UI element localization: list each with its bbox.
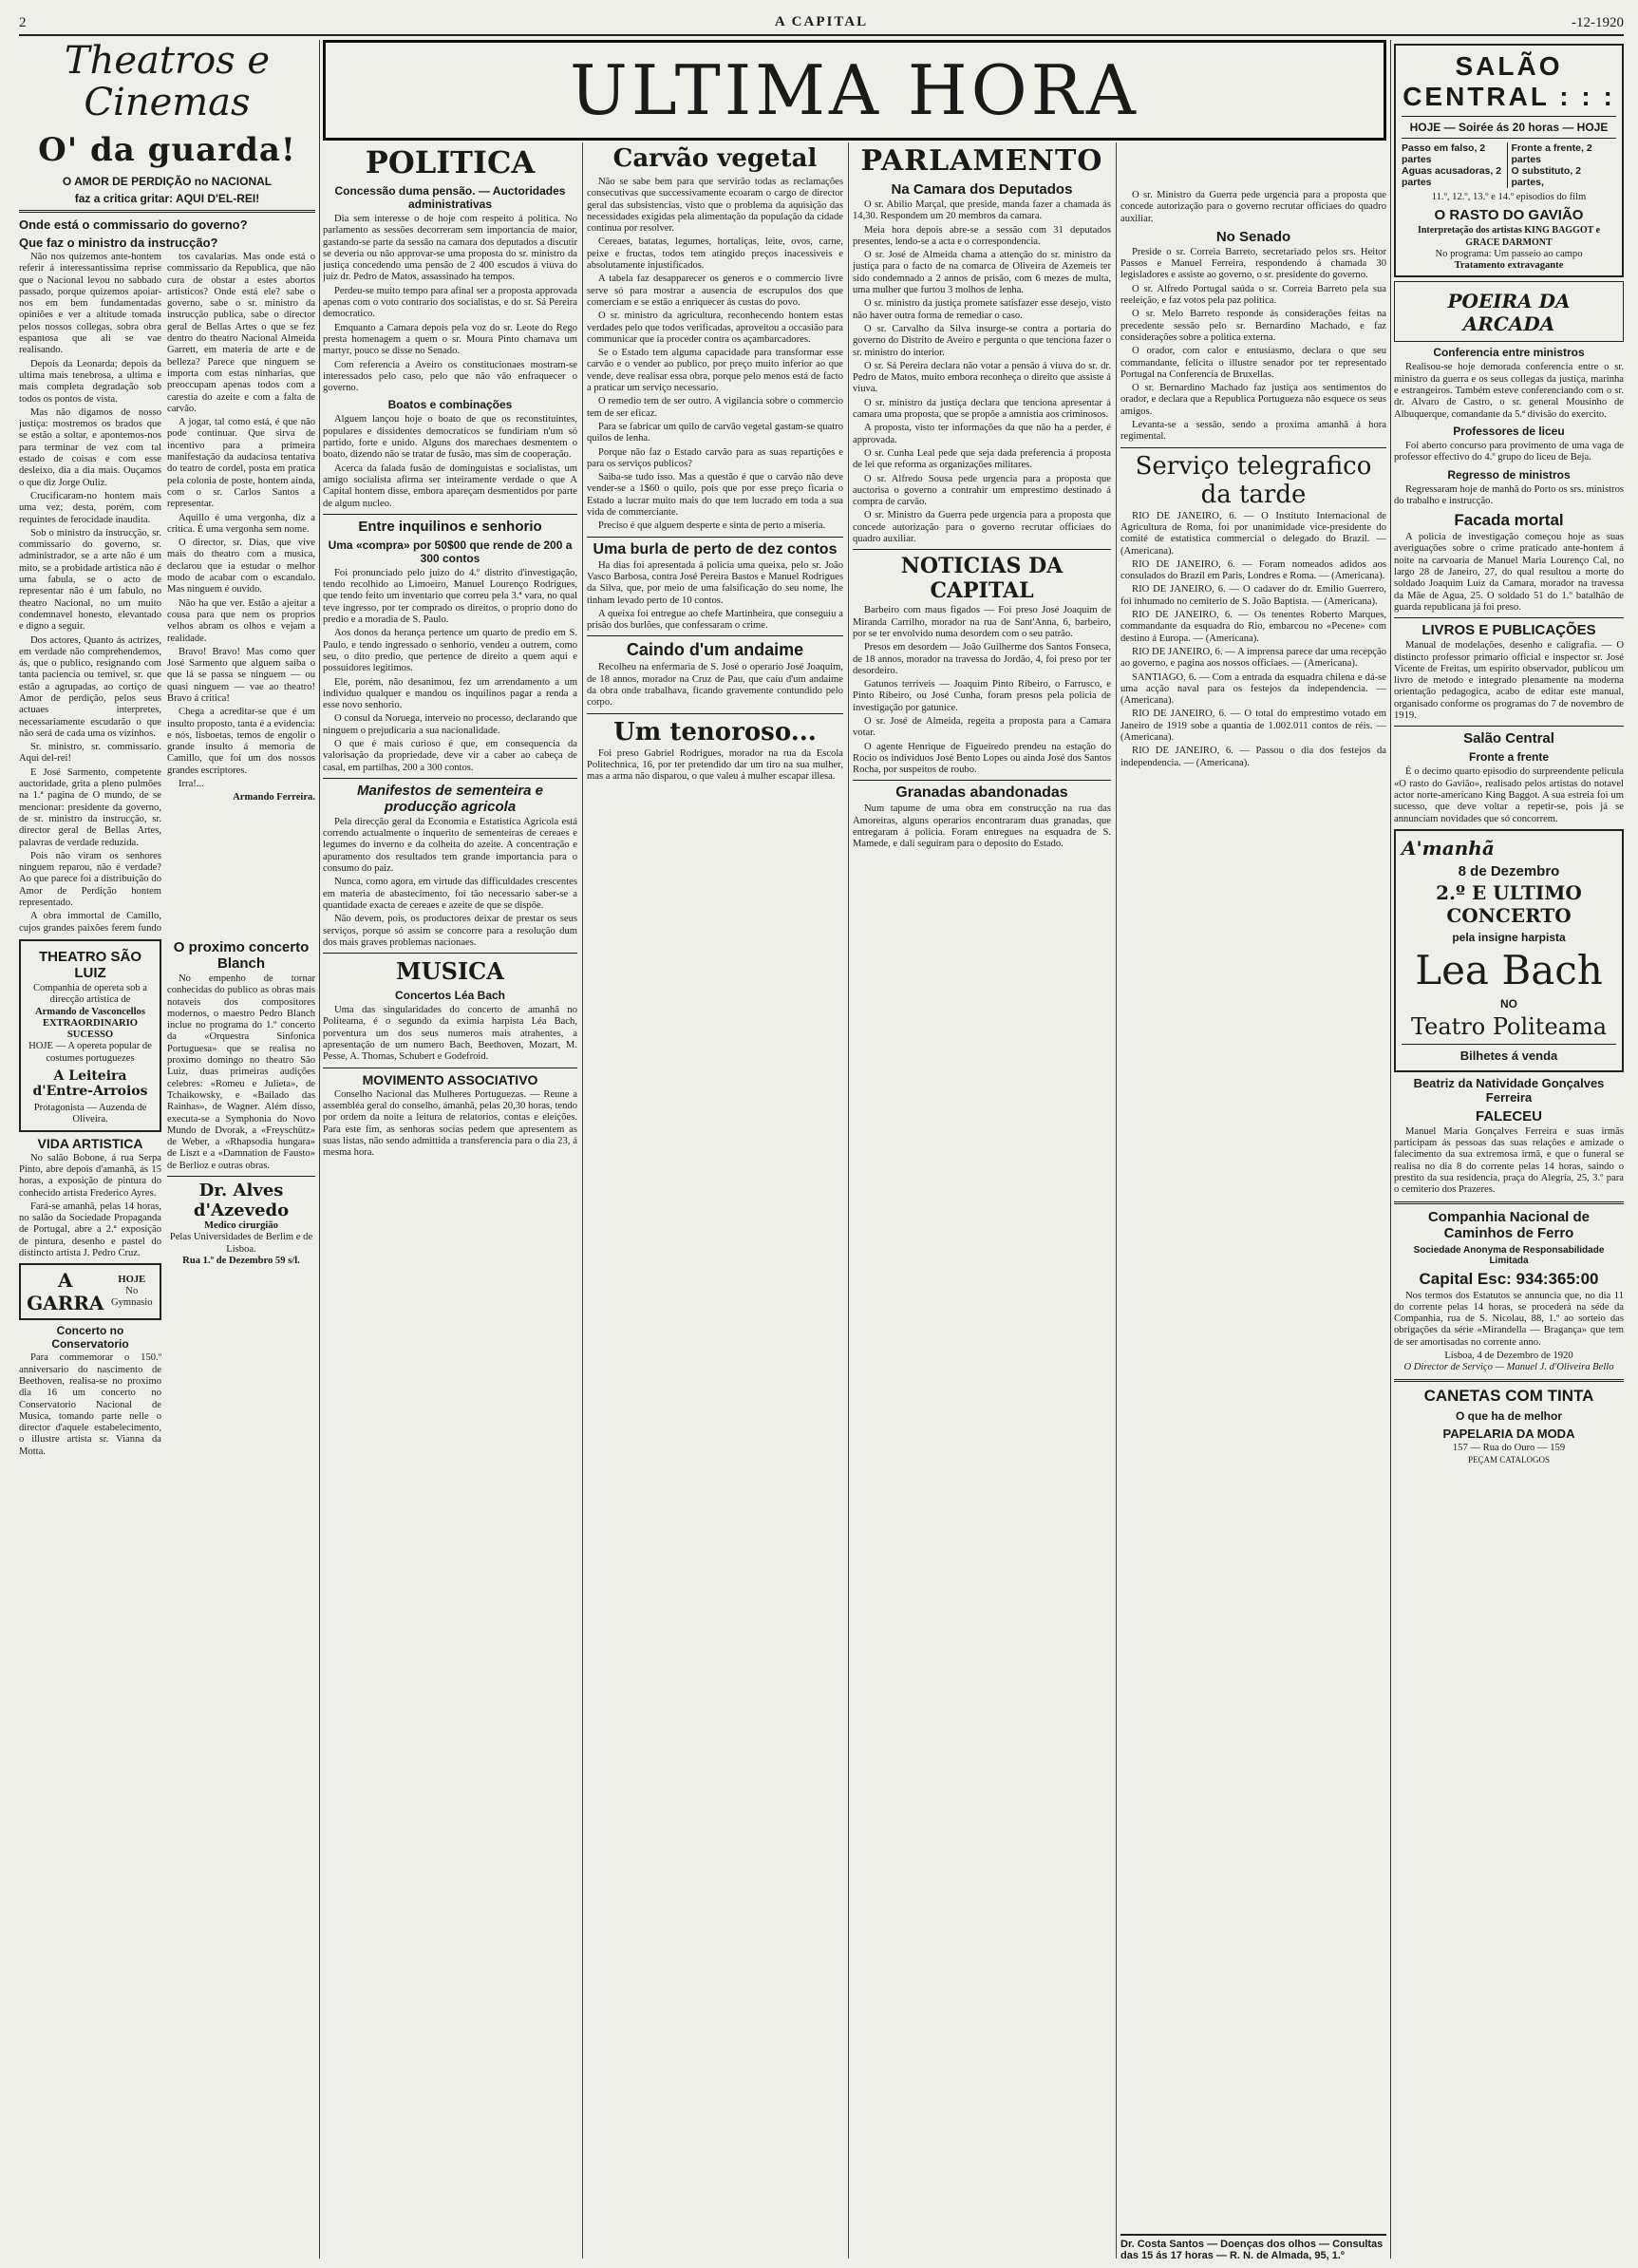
ad-garra	[19, 1263, 161, 1320]
para: Pois não viram os senhores ninguem reparou, não é verdade? Ao que parece foi a distribuição do Amor de Perdição hontem representado.	[19, 850, 161, 909]
para: RIO DE JANEIRO, 6. — O Instituto Internacional de Agricultura de Roma, foi por unanimidade vice-presidente do comité de estatistica commercial o delegado do Brazil. — (Americana).	[1120, 510, 1386, 557]
question-1: Onde está o commissario do governo?	[19, 217, 248, 232]
salao-marks: : : :	[1559, 82, 1615, 111]
divider	[323, 514, 577, 515]
para: Para commemorar o 150.º anniversario do nascimento de Beethoven, realisa-se no proximo dia 16 um concerto no Conservatorio Nacional de Musica, tomando parte nelle o director d'aquele estabelecimento, o illustre artista sr. Vianna da Motta.	[19, 1352, 161, 1457]
divider	[1120, 447, 1386, 448]
para: Se o Estado tem alguma capacidade para transformar esse carvão e o vender ao publico, por preço muito inferior ao que vende, deve realisar essa obra, porque pelo menos está de facto a praticar um serviço necessario.	[587, 348, 843, 394]
subhead-critica: faz a critica gritar: AQUI D'EL-REI!	[74, 192, 260, 205]
ad-sao-luiz	[19, 939, 161, 1132]
manifestos-body	[323, 817, 577, 949]
caindo-body	[587, 662, 843, 709]
ad-show: A Leiteira d'Entre-Arroios	[32, 1068, 148, 1100]
garra-title: A GARRA	[27, 1269, 104, 1315]
salao-right	[1507, 142, 1617, 188]
column-rule	[848, 142, 849, 2259]
para: O que é mais curioso é que, em consequencia da valorisação da propriedade, deve vir a caber ao cabeça de casal, em partilhas, 200 a 300 contos.	[323, 738, 577, 773]
para: Fará-se amanhã, pelas 14 horas, no salão da Sociedade Propaganda de Portugal, abre a 2.ª exposição de pintura, desenho e pastel do distincto artista J. Pedro Cruz.	[19, 1200, 161, 1259]
divider	[1394, 726, 1624, 727]
servico-body	[1120, 511, 1386, 769]
salao-hoje: HOJE — Soirée ás 20 horas — HOJE	[1409, 121, 1609, 134]
parlamento-sub: Na Camara dos Deputados	[891, 181, 1073, 198]
page-number: 2	[19, 15, 27, 30]
amanha-name: Lea Bach	[1415, 946, 1603, 993]
para: RIO DE JANEIRO, 6. — O cadaver do dr. Emilio Guerrero, foi inhumado no cemiterio de S. João Baptista. — (Americana).	[1120, 584, 1386, 607]
divider	[167, 1176, 315, 1177]
para: Foi aberto concurso para provimento de uma vaga de professor effectivo do 4.º grupo do liceu de Beja.	[1394, 440, 1624, 463]
para: Porque não faz o Estado carvão para as suas repartições e para os serviços publicos?	[587, 446, 843, 469]
salao-name: SALÃO CENTRAL	[1403, 51, 1563, 111]
divider	[1402, 1044, 1616, 1045]
para: Chega a acreditar-se que é um insulto proposto, tanta é a evidencia: e nós, lisboetas, temos de engolir o grande insulto á memoria de Camillo, que foi um dos nossos grandes escriptores.	[167, 707, 315, 776]
salao-line: Passo em falso, 2 partes	[1402, 142, 1486, 165]
inquilinos-sub: Uma «compra» por 50$00 que rende de 200 a 300 contos	[328, 538, 573, 565]
para: Ha dias foi apresentada á policia uma queixa, pelo sr. João Vasco Barbosa, contra José Pereira Bastos e Manuel Rodrigues da Silva, que, por meio de uma falsificação do seu nome, lhe tinham levado perto de 10 contos.	[587, 559, 843, 606]
ad-line: EXTRAORDINARIO SUCESSO	[42, 1017, 139, 1041]
manifestos-title: Manifestos de sementeira e producção agricola	[357, 782, 543, 815]
companhia-title: Companhia Nacional de Caminhos de Ferro	[1427, 1208, 1591, 1241]
para: Não nos quizemos ante-hontem referir á interessantissima reprise que o Nacional levou no sabbado passado, porque quizemos apoiar-nos em bem fundamentadas opiniões e ver a altitude tomada pelos nossos collegas, sobra obra espantosa que ali se vae realisando.	[19, 252, 161, 356]
burla-body	[587, 560, 843, 633]
salao-episodes: 11.º, 12.º, 13.º e 14.º episodios do film	[1431, 192, 1587, 202]
date: -12-1920	[1572, 15, 1624, 30]
carvao-column	[587, 142, 843, 2259]
para: Aos donos da herança pertence um quarto de predio em S. Paulo, e tendo ingressado o senhorio, vendeu a outrem, como seu, o dito predio, que pertence de direito a quem aqui e possuidores legitimos.	[323, 628, 577, 674]
divider	[1394, 617, 1624, 618]
para: Para se fabricar um quilo de carvão vegetal gastam-se quatro quilos de lenha.	[587, 421, 843, 444]
politica-title: POLITICA	[365, 144, 536, 180]
vida-body	[19, 1153, 161, 1260]
movimento-body	[323, 1089, 577, 1160]
column-rule	[319, 40, 320, 2259]
musica-body	[323, 1005, 577, 1063]
professores-title: Professores de liceu	[1453, 424, 1565, 438]
regresso-body	[1394, 484, 1624, 508]
beatriz-faleceu: FALECEU	[1475, 1107, 1542, 1125]
para: Ele, porém, não desanimou, fez um arrendamento a um individuo qualquer e mandou os inquilinos pagar a renda a esse novo senhorio.	[323, 676, 577, 711]
carvao-title: Carvão vegetal	[612, 144, 818, 173]
para: tos cavalarias. Mas onde está o commissario da Republica, que não cura de obstar a estes abortos artisticos? Onde está ele? sabe o governo, sabe o sr. ministro da instrucção publica, sabe o director geral de Bellas Artes o que se fez dentro do theatro Nacional Almeida Garrett, em materia de arte e de belleza? Parece que ninguem se importa com estas ninharias, que preoccupam apenas todos com a carestia do azeite e com a falta de carvão.	[167, 252, 315, 414]
divider	[587, 635, 843, 636]
para: A proposta, visto ter informações da que não ha a perder, é approvada.	[853, 423, 1111, 445]
theatros-title: Theatros e Cinemas	[64, 40, 271, 124]
para: Sr. ministro, sr. commissario. Aqui del-rei!	[19, 742, 161, 765]
para: Manual de modelações, desenho e caligrafia. — O distincto professor primario official e inspector sr. José Vicente de Freitas, um espirito observador, publicou um livro de metodo e integrado plenamente na moderna orientação pedagogica, acabo de editar este manual, organisado conforme os programas do 7 de novembro de 1919.	[1394, 640, 1624, 722]
amanha-date: 8 de Dezembro	[1458, 862, 1560, 879]
para: Nunca, como agora, em virtude das difficuldades crescentes em materia de abastecimento, foi tão necessario saber-se a quantidade exacta de cereaes e azeite de que se dispõe.	[323, 877, 577, 911]
col-right	[1394, 40, 1624, 2259]
running-head	[19, 13, 1624, 36]
headline-oguarda: O' da guarda!	[38, 131, 296, 169]
regresso-title: Regresso de ministros	[1447, 467, 1571, 482]
para: Não devem, pois, os productores deixar de prestar os seus serviços, porque só assim se concorre para a resolução dum dos mais graves problemas nacionaes.	[323, 914, 577, 948]
para: Nos termos dos Estatutos se annuncia que, no dia 11 do corrente pelas 14 horas, se procederá na séde da Companhia, rua de S. Nicolau, 88, 1.º ao sorteio das obrigações da série «Mirandella — Bragança» que tem de ser amortisadas no corrente anno.	[1394, 1290, 1624, 1348]
facada-title: Facada mortal	[1454, 511, 1564, 530]
para: Aquillo é uma vergonha, diz a critica. É uma vergonha sem nome.	[167, 512, 315, 535]
ad-line: HOJE — A opereta popular de costumes portuguezes	[28, 1041, 152, 1064]
beatriz-body	[1394, 1126, 1624, 1197]
para: Foi pronunciado pelo juizo do 4.º distrito d'investigação, tendo recolhido ao Limoeiro, Manuel Lourenço Rodrigues, que tendo feito um inventario que correu pela 3.ª vara, no qual teve ingresso, por ter comprado os direitos, o proprio dono do predio e a moradia de S. Paulo.	[323, 567, 577, 626]
conservatorio-body	[19, 1352, 161, 1458]
politica-column	[323, 142, 577, 2259]
masthead: A CAPITAL	[774, 14, 869, 29]
salao-line: Aguas acusadoras, 2 partes	[1402, 165, 1502, 188]
poeira-box	[1394, 281, 1624, 342]
divider	[323, 778, 577, 779]
para: O remedio tem de ser outro. A vigilancia sobre o commercio tem de ser eficaz.	[587, 396, 843, 419]
granadas-title: Granadas abandonadas	[895, 784, 1068, 802]
para: O sr. Sá Pereira declara não votar a pensão á viuva do sr. dr. Pedro de Matos, muito embora reconheça o direito que assiste á viuva.	[853, 360, 1111, 395]
salao-title	[1402, 51, 1616, 112]
para: Preciso é que alguem desperte e sinta de perto a miseria.	[598, 520, 826, 532]
facada-body	[1394, 532, 1624, 614]
para: Mas não digamos de nosso justiça: mostremos os brados que se estão a soltar, e apontemos-nos para terminar de vez com tal estado de coisas e com esse desleixo, dia a dia mais. Ouçamos o que diz Jorge Ouliz.	[19, 406, 161, 488]
boatos-title: Boatos e combinações	[387, 398, 513, 412]
para: Não ha que ver. Estão a ajeitar a cousa para que nem os proprios velhos abram os olhos e vejam a realidade.	[167, 597, 315, 644]
companhia-capital: Capital Esc: 934:365:00	[1419, 1269, 1599, 1288]
divider	[1394, 1379, 1624, 1382]
bottom-ad-costa-santos: Dr. Costa Santos — Doenças dos olhos — Consultas das 15 ás 17 horas — R. N. de Almada, 95, 1.º	[1120, 2234, 1386, 2261]
canetas-sub: O que ha de melhor	[1455, 1408, 1563, 1423]
para: Recolheu na enfermaria de S. José o operario José Joaquim, de 18 annos, morador na Cruz de Pau, que caíu d'um andaime da obra onde trabalhava, ficando gravemente contundido pelo corpo.	[587, 662, 843, 709]
para: O sr. Melo Barreto responde ás considerações feitas na precedente sessão pelo sr. Bernardino Machado, e faz considerações sobre a politica externa.	[1120, 309, 1386, 343]
para: Emquanto a Camara depois pela voz do sr. Leote do Rego presta homenagem a quem o sr. Moura Pinto chamava um martyr, pouco se disse no Senado.	[323, 322, 577, 357]
para: A tabela faz desapparecer os generos e o commercio livre serve só para mostrar a ausencia de escrupulos dos que comerciam e se estão a enriquecer ás custas do povo.	[587, 274, 843, 308]
livros-title: LIVROS E PUBLICAÇÕES	[1421, 622, 1596, 639]
ad-lea-bach	[1394, 829, 1624, 1072]
canetas-shop: PAPELARIA DA MODA	[1442, 1426, 1575, 1441]
para: E José Sarmento, competente auctoridade, grita a pleno pulmões na 1.ª pagina de O mundo, de se mencionar: presidente da governo, de sr. ministro da instrucção, sr. director geral de Bellas Artes, palavras de verdade reduzida.	[19, 766, 161, 848]
para: Perdeu-se muito tempo para afinal ser a proposta approvada apenas com o voto contrario dos socialistas, e do sr. Sá Pereira democratico.	[323, 285, 577, 320]
politica-sub: Concessão duma pensão. — Auctoridades administrativas	[334, 184, 566, 211]
divider	[19, 210, 315, 213]
para: O consul da Noruega, interveio no processo, declarando que ninguem o prejudicaria a sua nacionalidade.	[323, 713, 577, 736]
para: O sr. Alfredo Portugal saúda o sr. Correia Barreto pela sua reeleição, e faz votos pela paz politica.	[1120, 283, 1386, 307]
amanha-tickets: Bilhetes á venda	[1459, 1048, 1558, 1063]
companhia-sub: Sociedade Anonyma de Responsabilidade Limitada	[1413, 1244, 1605, 1266]
para: Preside o sr. Correia Barreto, secretariado pelos srs. Heitor Passos e Manuel Ferreira, respondendo á chamada 30 legisladores e assiste ao governo, o sr. presidente do governo.	[1120, 246, 1386, 281]
article-body	[19, 252, 315, 936]
garra-hoje: HOJE	[118, 1274, 146, 1285]
para: Depois da Leonarda; depois da ultima mais tenebrosa, a ultima e mais completa degradação sob todos os pontos de vista.	[19, 358, 161, 405]
granadas-body	[853, 803, 1111, 850]
poeira-body	[1394, 362, 1624, 420]
para: O sr. ministro da justiça declara que tenciona apresentar á camara uma proposta, que se propõe a amnistia aos criminosos.	[853, 397, 1111, 421]
senado-lead	[1120, 190, 1386, 225]
divider	[1402, 116, 1616, 117]
ad-line: Armando de Vasconcellos	[35, 1006, 145, 1017]
para: É o decimo quarto episodio do surpreendente pelicula «O rasto do Gavião», realisado pelos artistas do notavel actor norte-americano King Baggot. A sua estreia foi um sucesso, que deve voltar a repetir-se, pois já se annunciam novidades que só concorrem.	[1394, 766, 1624, 824]
salao-programa2: Tratamento extravagante	[1454, 260, 1564, 272]
garra-where: No Gymnasio	[110, 1286, 153, 1309]
canetas-addr: 157 — Rua do Ouro — 159	[1452, 1442, 1566, 1453]
doctor-title: Medico cirurgião	[204, 1220, 278, 1232]
para: A queixa foi entregue ao chefe Martinheira, que conseguiu a prisão dos burlões, que confessaram o crime.	[587, 608, 843, 632]
amanha-by: pela insigne harpista	[1452, 930, 1566, 944]
ad-salao-central	[1394, 44, 1624, 277]
para: O sr. Carvalho da Silva insurge-se contra a portaria do governo do Distrito de Aveiro e pergunta o que tenciona fazer o sr. ministro do interior.	[853, 323, 1111, 358]
para: Bravo! Bravo! Mas como quer José Sarmento que alguem saiba o que lá se passa se ninguem — ou quasi ninguem — vae ao theatro! Bravo á critica!	[167, 646, 315, 704]
salao-programa: No programa: Um passeio ao campo	[1435, 248, 1583, 259]
para: Acerca da falada fusão de dominguistas e socialistas, um amigo socialista afirma ser inteiramente verdade o que A Capital hontem disse, embora apareçam desmentidos por parte de algum nucleo.	[323, 463, 577, 509]
companhia-body	[1394, 1291, 1624, 1349]
subhead-amor: O AMOR DE PERDIÇÃO no NACIONAL	[62, 175, 273, 188]
caindo-title: Caindo d'um andaime	[626, 640, 804, 660]
musica-title: MUSICA	[396, 957, 504, 986]
companhia-date: Lisboa, 4 de Dezembro de 1920	[1444, 1351, 1573, 1362]
column-rule	[1116, 142, 1117, 2259]
para: RIO DE JANEIRO, 6. — O total do emprestimo votado em Janeiro de 1919 sobe a quantia de 1.002.011 contos de réis. — (Americana).	[1120, 709, 1386, 743]
movimento-title: MOVIMENTO ASSOCIATIVO	[362, 1071, 538, 1087]
ad-title: THEATRO SÃO LUIZ	[38, 949, 142, 981]
para: O sr. Abilio Marçal, que preside, manda fazer a chamada ás 14,30. Respondem um 20 membros da camara.	[853, 199, 1111, 222]
salao2-body	[1394, 766, 1624, 824]
para: Regressaram hoje de manhã do Porto os srs. ministros do trabalho e instrucção.	[1394, 483, 1624, 506]
doctor-detail: Pelas Universidades de Berlim e de Lisboa.	[169, 1232, 313, 1255]
burla-title: Uma burla de perto de dez contos	[593, 540, 838, 558]
column-rule	[1390, 40, 1391, 2259]
para: Conselho Nacional das Mulheres Portuguezas. — Reune a assembléa geral do conselho, ámanhã, pelas 20,30 horas, tendo por ordem da noite a leitura de relatorios, contas e eleições. Para este fim, as senhoras socias pedem que apresentem as suas listas, não sendo admittida a transferencia para o dia 23, á mesma hora.	[323, 1088, 577, 1159]
para: RIO DE JANEIRO, 6. — Passou o dia dos festejos da independencia. — (Americana).	[1120, 746, 1386, 768]
servico-title: Serviço telegrafico da tarde	[1135, 451, 1372, 509]
salao-programme	[1402, 142, 1616, 188]
vida-title: VIDA ARTISTICA	[37, 1135, 143, 1151]
para: O sr. Bernardino Machado faz justiça aos sentimentos do orador, e declara que a Republica Portugueza não esquece os seus amigos.	[1120, 383, 1386, 417]
body-right	[167, 252, 315, 936]
conservatorio-title: Concerto no Conservatorio	[51, 1324, 129, 1351]
para: RIO DE JANEIRO, 6. — Os tenentes Roberto Marques, commandante da esquadra do Rio, embarcou no «Pecene» com destino á Europa. — (Americana).	[1120, 610, 1386, 644]
blanch-body	[167, 973, 315, 1172]
para: A policia de investigação começou hoje as suas averiguações sobre o crime praticado ante-hontem á noite na carvoaria de Manuel Maria Lourenço Cal, no largo 28 de Janeiro, 27, do qual resultou a morte do soldado Joaquim Luiz da Camara, morador na travessa da Mãe de Agua, 25. O soldado 51 do 1.º batalhão de guarda republicana já foi preso.	[1394, 532, 1624, 613]
para: Meia hora depois abre-se a sessão com 31 deputados presentes, lendo-se a acta e o correspondencia.	[853, 224, 1111, 247]
para: Manuel Maria Gonçalves Ferreira e suas irmãs participam ás pessoas das suas relações e amizade o falecimento da sua extremosa irmã, e que o funeral se realisa no dia 8 do corrente pelas 14 horas, saindo o prestito da sua residencia, praça do Alegria, 25, 3.º para o cemiterio dos Prazeres.	[1394, 1125, 1624, 1196]
canetas-cat: PEÇAM CATALOGOS	[1467, 1454, 1551, 1465]
left-lower-b	[167, 936, 315, 1460]
para: Irra!...	[179, 779, 204, 790]
signature: Armando Ferreira.	[233, 792, 315, 803]
ad-line: Companhia de opereta sob a direcção artistica de	[32, 983, 148, 1006]
tenoroso-title: Um tenoroso...	[613, 717, 817, 747]
para: O agente Henrique de Figueiredo prendeu na estação do Rocio os individuos José Bento Lopes ou ainda José dos Santos Rocha, por suspeitos de roubo.	[853, 741, 1111, 776]
musica-sub: Concertos Léa Bach	[394, 989, 506, 1003]
para: O director, sr. Dias, que vive mais do theatro com a musica, declarou que ia estudar o melhor modo de acabar com o escandalo. Mas ninguem é ouvido.	[167, 538, 315, 595]
para: Cereaes, batatas, legumes, hortaliças, leite, ovos, carne, peixe e fructas, todos tem atingido preços inacessiveis e absolutamente injustificados.	[587, 236, 843, 272]
para: O sr. José de Almeida, regeita a proposta para a Camara votar.	[853, 715, 1111, 739]
salao-stars: Interpretação dos artistas KING BAGGOT e GRACE DARMONT	[1417, 225, 1601, 248]
poeira-sub: Conferencia entre ministros	[1433, 346, 1585, 360]
parlamento-title: PARLAMENTO	[860, 144, 1103, 178]
tenoroso-body	[587, 748, 843, 784]
para: RIO DE JANEIRO, 6. — A imprensa parece dar uma recepção ao governo, e pagina aos nossos officiaes. — (Americana).	[1120, 646, 1386, 670]
ultima-hora-banner: ULTIMA HORA	[323, 40, 1386, 141]
divider	[853, 549, 1111, 550]
para: A obra immortal de Camillo, cujos grandes paixões ferem fundo	[19, 911, 161, 934]
body-left	[19, 252, 161, 936]
divider	[1402, 138, 1616, 139]
doctor-address: Rua 1.º de Dezembro 59 s/l.	[182, 1255, 300, 1266]
para: Crucificaram-no hontem mais uma vez; desta, porém, com requintes de ferocidade inaudita.	[19, 490, 161, 525]
para: No empenho de tornar conhecidas do publico as obras mais notaveis dos compositores modernos, o maestro Pedro Blanch inclue no programa do 1.º concerto da «Orquestra Sinfonica Portuguesa» que se realisa no proximo domingo no theatro São Luiz, duas primeiras audições celebres: «Romeu e Julieta», de Tchaikowsky, e «Bailado das Rainhas», de Wagner. Além disso, executa-se a Symphonia do Novo Mundo de Dvorak, a «Freyschütz» de Weber, a «Rhapsodia hungara» de Liszt e a «Damnation de Fausto» de Berlioz e outras obras.	[167, 973, 315, 1171]
para: Com referencia a Aveiro os constitucionaes mostram-se interessados pelo caso, pelo que não vão enfraquecer o governo.	[323, 359, 577, 394]
garra-info	[110, 1275, 154, 1310]
para: Sob o ministro da instrucção, sr. commissario do governo, sr. administrador, se a arte não é um mito, se a probidade artistica não é uma fabula, se o acto de representar não é um fabulo, no theatro Nacional, no um muito condemnavel honesto, elevantado e digno a seguir.	[19, 527, 161, 633]
col-theatros	[19, 40, 315, 2259]
para: Num tapume de uma obra em construcção na rua das Amoreiras, alguns operarios encontraram duas granadas, que entregaram á policia. Foram entregues na esquadra de S. Mamede, e dali seguiram para o deposito do Estado.	[853, 803, 1111, 850]
livros-body	[1394, 640, 1624, 722]
para: O sr. ministro da justiça promete satisfazer esse desejo, visto não haver outra forma de remediar o caso.	[853, 298, 1111, 321]
salao2-sub: Fronte a frente	[1468, 750, 1549, 765]
para: RIO DE JANEIRO, 6. — Foram nomeados adidos aos consulados do Brazil em Paris, Londres e Roma. — (Americana).	[1120, 558, 1386, 582]
senado-column	[1120, 142, 1386, 2259]
para: SANTIAGO, 6. — Com a entrada da esquadra chilena e dá-se uma acção naval para os festejos da independencia. — (Americana).	[1120, 671, 1386, 707]
inquilinos-body	[323, 568, 577, 774]
para: O sr. José de Almeida chama a attenção do sr. ministro da justiça para o facto de na comarca de Oliveira de Azemeis ter sido condemnado a 2 annos de prisão, com 6 mezes de multa, uma mulher que furtou 3 molhos de lenha.	[853, 250, 1111, 296]
politica-body	[323, 214, 577, 394]
para: Não se sabe bem para que servirão todas as reclamações consecutivas que successivamente ecoaram o cargo de director geral das subsistencias, visto que o problema da aquisição das necessidades exigidas pela alimentação da população da cidade continua por resolver.	[587, 177, 843, 235]
column-rule	[582, 142, 583, 2259]
amanha-head: A'manhã	[1402, 836, 1495, 860]
salao-line: Fronte a frente, 2 partes	[1511, 142, 1592, 165]
doctor-name: Dr. Alves d'Azevedo	[193, 1181, 290, 1221]
professores-body	[1394, 441, 1624, 464]
divider	[587, 537, 843, 538]
salao2-title: Salão Central	[1463, 730, 1554, 747]
parlamento-column	[853, 142, 1111, 2259]
para: Uma das singularidades do concerto de amanhã no Politeama, é o segundo da eximia harpista Léa Bach, porventura um dos seus numeros mais atrahentes, a apresentação de um numero Bach, Beethoven, Mozart, M. Pesse, A. Thomas, Schubert e Godefroid.	[323, 1005, 577, 1063]
para: Dia sem interesse o de hoje com respeito á politica. No parlamento as sessões decorreram sem importancia de maior, gastando-se parte da sessão na camara dos deputados a discutir se deveria ou não approvar-se uma proposta do sr. ministro da justiça concedendo uma pensão de 2 400 escudos á viuva do juiz dr. Pedro de Matos, assassinado ha tempos.	[323, 214, 577, 283]
beatriz-title: Beatriz da Natividade Gonçalves Ferreira	[1413, 1075, 1605, 1105]
para: Realisou-se hoje demorada conferencia entre o sr. ministro da guerra e os seus collegas da justiça, marinha e estrangeiros. Também esteve conferenciando com o sr. dr. Alvaro de Castro, o sr. general Mousinho de Albuquerque, comandante da 5.ª divisão do exercito.	[1394, 362, 1624, 420]
para: Alguem lançou hoje o boato de que os reconstituintes, populares e dissidentes democraticos se fundiriam n'um só partido, forte e unido. Alguns dos marechaes desmentem o boato, dizendo não se tratar de fusão, mas sim de cooperação.	[323, 414, 577, 461]
para: Saiba-se tudo isso. Mas a questão é que o carvão não deve vender-se a 1$60 o quilo, pois que por esse preço ficaria o Estado a lucrar muito mais do que tem lucrado em toda a sua vida de commerciante.	[587, 472, 843, 519]
para: A jogar, tal como está, é que não pode continuar. Que sirva de incentivo para a primeira manifestação da audaciosa tentativa do teatro de cordel, posta em pratica pela colonia de poste, hontem ainda, com o sr. Carlos Santos a representar.	[167, 417, 315, 510]
amanha-venue: Teatro Politeama	[1410, 1012, 1608, 1040]
left-lower	[19, 936, 315, 1460]
divider	[853, 780, 1111, 781]
divider	[1394, 1201, 1624, 1204]
inquilinos-title: Entre inquilinos e senhorio	[358, 518, 542, 535]
poeira-title: POEIRA DA ARCADA	[1447, 290, 1571, 336]
salao-left	[1402, 142, 1507, 188]
blanch-title: O proximo concerto Blanch	[173, 939, 310, 972]
senado-title: No Senado	[1215, 228, 1291, 245]
newspaper-page	[19, 13, 1624, 2259]
para: O orador, com calor e entusiasmo, declara o que seu commandante, felicita o illustre senador por ter representado Portugal na Conferencia de Bruxellas.	[1120, 346, 1386, 380]
para: Presos em desordem — João Guilherme dos Santos Fonseca, de 18 annos, morador na travessa do Jordão, 4, foi preso por ter desordeiro.	[853, 642, 1111, 676]
noticias-body	[853, 605, 1111, 776]
canetas-title: CANETAS COM TINTA	[1423, 1386, 1594, 1405]
salao-line: O substituto, 2 partes,	[1511, 165, 1581, 188]
para: Gatunos terriveis — Joaquim Pinto Ribeiro, o Farrusco, e Pinto Ribeiro, ou José Cunha, foram presos pela policia de investigação por gatunice.	[853, 679, 1111, 713]
ad-cast: Protagonista — Auzenda de Oliveira.	[33, 1103, 147, 1125]
para: O sr. Ministro da Guerra pede urgencia para a proposta que concede autorização para o governo recrutar officiaes do quadro auxiliar.	[1120, 190, 1386, 224]
para: Dos actores, Quanto ás actrizes, em verdade não comprehendemos, ás, que o publico, resignando com tanta paciencia ou temivel, sr. que estão a agrupadas, ao cortiço de Amor de perdição, pelos seus actuaes interpretes, necessariamente escudarão o que não será de cada uma os vizinhos.	[19, 634, 161, 739]
col-ultima-hora	[323, 40, 1386, 2259]
senado-body	[1120, 247, 1386, 444]
para: Barbeiro com maus figados — Foi preso José Joaquim de Miranda Carrilho, morador na rua de Sant'Anna, 6, barbeiro, por se ter envolvido numa desordem com o seu patrão.	[853, 605, 1111, 639]
para: O sr. ministro da agricultura, reconhecendo hontem estas verdades pelo que todos verificadas, aproveitou a occasião para communicar que ia proceder contra os açambarcadores.	[587, 311, 843, 345]
boatos-body	[323, 414, 577, 509]
para: O sr. Ministro da Guerra pede urgencia para a proposta que concede autorização para o governo recrutar officiaes do quadro auxiliar.	[853, 510, 1111, 545]
para: Pela direcção geral da Economia e Estatistica Agricola está correndo actualmente o inquerito de sementeiras de cereaes e legumes do inverno e da colheita do azeite. A concentração e apuramento dos resultados tem grande importancia para o consumo do paiz.	[323, 816, 577, 875]
carvao-body	[587, 177, 843, 533]
noticias-title: NOTICIAS DA CAPITAL	[900, 554, 1064, 604]
ultima-hora-columns	[323, 142, 1386, 2259]
para: O sr. Alfredo Sousa pede urgencia para a proposta que auctorisa o governo a contrahir um emprestimo destinado á compra de carvão.	[853, 473, 1111, 508]
divider	[323, 953, 577, 954]
companhia-sig: O Director de Serviço — Manuel J. d'Oliveira Bello	[1403, 1362, 1614, 1373]
para: Foi preso Gabriel Rodrigues, morador na rua da Escola Politechnica, 16, por ter pretendido dar um tiro na sua mulher, mas a arma não disparou, o que valeu á mulher escapar illesa.	[587, 747, 843, 783]
para: No salão Bobone, á rua Serpa Pinto, abre depois d'amanhã, ás 15 horas, a exposição de pintura do conhecido artista Frederico Ayres.	[19, 1152, 161, 1199]
para: O sr. Cunha Leal pede que seja dada preferencia á proposta de lei que reforma as organizações militares.	[853, 447, 1111, 471]
salao-film: O RASTO DO GAVIÃO	[1434, 207, 1584, 224]
para: Levanta-se a sessão, sendo a proxima amanhã á hora regimental.	[1120, 420, 1386, 443]
amanha-no: NO	[1500, 996, 1517, 1011]
left-lower-a	[19, 936, 161, 1460]
divider	[587, 713, 843, 714]
parlamento-body	[853, 199, 1111, 545]
question-2: Que faz o ministro da instrucção?	[19, 236, 218, 250]
amanha-concert: 2.º E ULTIMO CONCERTO	[1436, 880, 1582, 927]
